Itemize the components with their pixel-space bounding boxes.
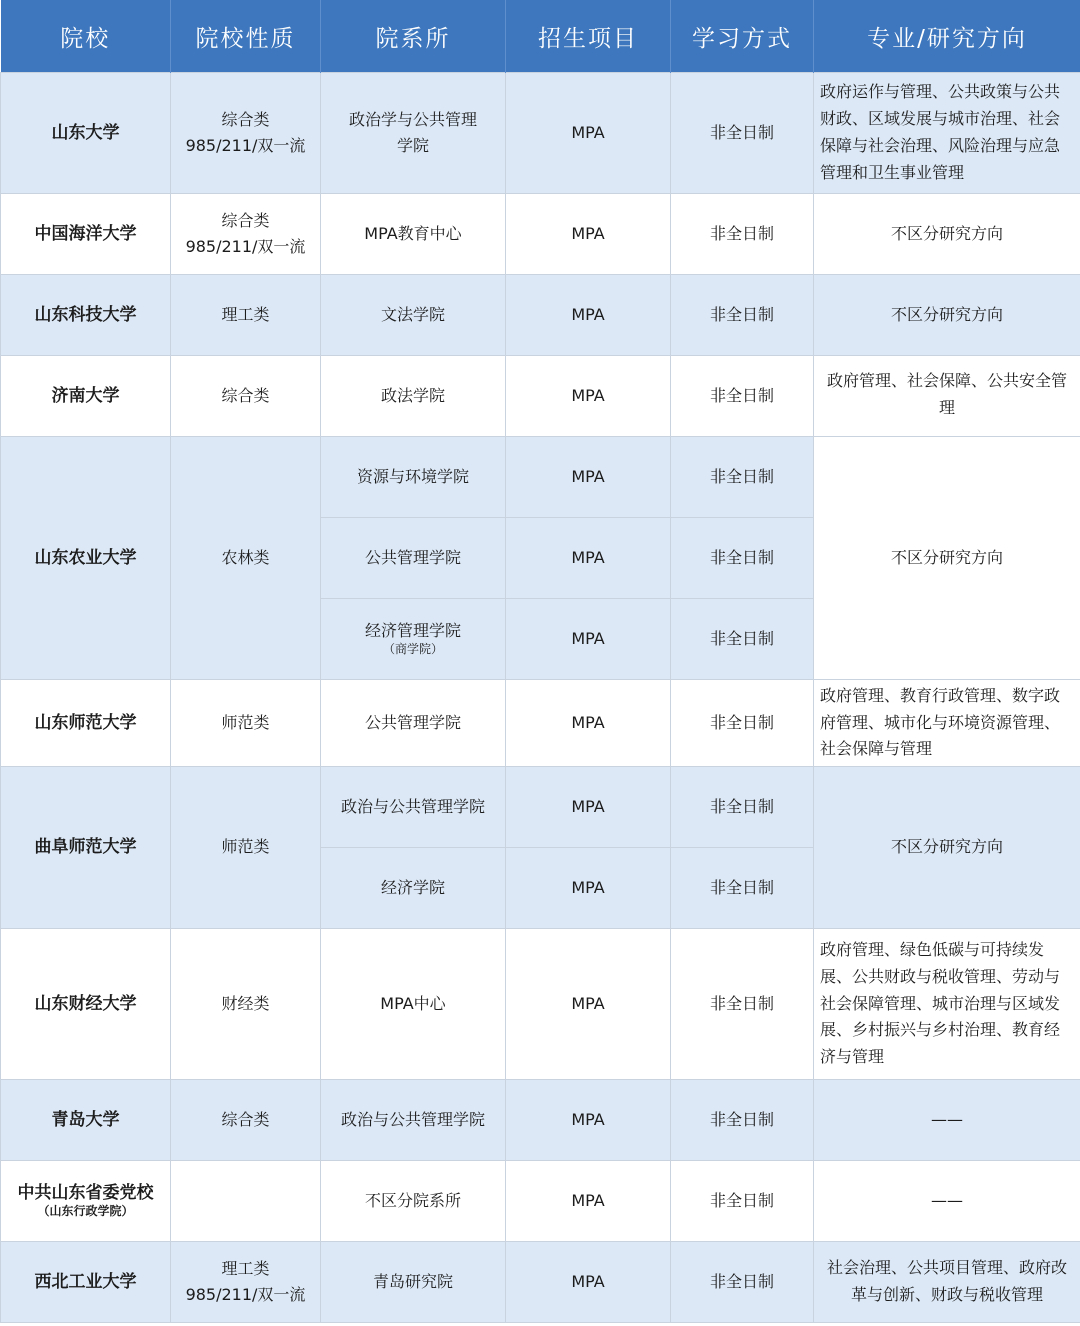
- nature-cell: 理工类 985/211/双一流: [171, 1242, 321, 1323]
- header-program: 招生项目: [506, 0, 671, 73]
- program-cell: MPA: [506, 599, 671, 680]
- direction-cell: ——: [814, 1080, 1080, 1161]
- dept-note: （商学院）: [382, 641, 443, 656]
- program-cell: MPA: [506, 518, 671, 599]
- dept-cell: 政治与公共管理学院: [321, 767, 506, 848]
- table-row: [1, 929, 1080, 1080]
- school-cell: 山东师范大学: [1, 680, 171, 767]
- program-cell: MPA: [506, 767, 671, 848]
- dept-cell: MPA教育中心: [321, 194, 506, 275]
- school-cell: 济南大学: [1, 356, 171, 437]
- direction-cell: 政府运作与管理、公共政策与公共财政、区域发展与城市治理、社会保障与社会治理、风险治理与应急管理和卫生事业管理: [814, 73, 1080, 194]
- direction-cell: 不区分研究方向: [814, 437, 1080, 680]
- header-mode: 学习方式: [671, 0, 814, 73]
- program-cell: MPA: [506, 73, 671, 194]
- nature-cell: 师范类: [171, 767, 321, 929]
- dept-cell: MPA中心: [321, 929, 506, 1080]
- nature-cell: 综合类 985/211/双一流: [171, 73, 321, 194]
- header-school: 院校: [1, 0, 171, 73]
- nature-cell: [171, 1161, 321, 1242]
- school-note: （山东行政学院）: [37, 1204, 134, 1219]
- school-cell: 青岛大学: [1, 1080, 171, 1161]
- program-cell: MPA: [506, 1080, 671, 1161]
- school-cell: [1, 1161, 171, 1242]
- mode-cell: 非全日制: [671, 275, 814, 356]
- dept-cell: 公共管理学院: [321, 680, 506, 767]
- dept-cell: 政法学院: [321, 356, 506, 437]
- program-cell: MPA: [506, 275, 671, 356]
- school-cell: 山东财经大学: [1, 929, 171, 1080]
- dept-cell: 文法学院: [321, 275, 506, 356]
- dept-cell: 公共管理学院: [321, 518, 506, 599]
- direction-cell: 不区分研究方向: [814, 194, 1080, 275]
- nature-cell: 财经类: [171, 929, 321, 1080]
- nature-cell: 理工类: [171, 275, 321, 356]
- program-cell: MPA: [506, 194, 671, 275]
- direction-cell: 政府管理、绿色低碳与可持续发展、公共财政与税收管理、劳动与社会保障管理、城市治理与区域发展、乡村振兴与乡村治理、教育经济与管理: [814, 929, 1080, 1080]
- direction-cell: 不区分研究方向: [814, 767, 1080, 929]
- school-cell: 西北工业大学: [1, 1242, 171, 1323]
- dept-cell: 不区分院系所: [321, 1161, 506, 1242]
- direction-cell: 政府管理、社会保障、公共安全管理: [814, 356, 1080, 437]
- mode-cell: 非全日制: [671, 1080, 814, 1161]
- mode-cell: 非全日制: [671, 929, 814, 1080]
- table-row: [1, 767, 1080, 848]
- nature-cell: 综合类 985/211/双一流: [171, 194, 321, 275]
- mode-cell: 非全日制: [671, 194, 814, 275]
- nature-cell: 综合类: [171, 1080, 321, 1161]
- school-cell: 曲阜师范大学: [1, 767, 171, 929]
- mode-cell: 非全日制: [671, 1161, 814, 1242]
- school-cell: 山东农业大学: [1, 437, 171, 680]
- school-name: 中共山东省委党校: [17, 1183, 154, 1204]
- table-row: [1, 275, 1080, 356]
- table-row: [1, 1242, 1080, 1323]
- mode-cell: 非全日制: [671, 73, 814, 194]
- program-cell: MPA: [506, 680, 671, 767]
- header-direction: 专业/研究方向: [814, 0, 1080, 73]
- mode-cell: 非全日制: [671, 437, 814, 518]
- program-cell: MPA: [506, 848, 671, 929]
- program-cell: MPA: [506, 1161, 671, 1242]
- mode-cell: 非全日制: [671, 848, 814, 929]
- direction-cell: ——: [814, 1161, 1080, 1242]
- mode-cell: 非全日制: [671, 1242, 814, 1323]
- direction-cell: 社会治理、公共项目管理、政府改革与创新、财政与税收管理: [814, 1242, 1080, 1323]
- dept-name: 经济管理学院: [364, 620, 461, 640]
- direction-cell: 不区分研究方向: [814, 275, 1080, 356]
- mode-cell: 非全日制: [671, 356, 814, 437]
- table-row: [1, 437, 1080, 518]
- dept-cell: 政治学与公共管理 学院: [321, 73, 506, 194]
- dept-cell: 政治与公共管理学院: [321, 1080, 506, 1161]
- nature-cell: 师范类: [171, 680, 321, 767]
- nature-cell: 综合类: [171, 356, 321, 437]
- table-row: [1, 680, 1080, 767]
- nature-cell: 农林类: [171, 437, 321, 680]
- direction-cell: 政府管理、教育行政管理、数字政府管理、城市化与环境资源管理、社会保障与管理: [814, 680, 1080, 767]
- program-cell: MPA: [506, 929, 671, 1080]
- program-cell: MPA: [506, 1242, 671, 1323]
- mode-cell: 非全日制: [671, 767, 814, 848]
- mode-cell: 非全日制: [671, 599, 814, 680]
- table-row: [1, 73, 1080, 194]
- table-row: [1, 1080, 1080, 1161]
- school-cell: 山东大学: [1, 73, 171, 194]
- dept-cell: 经济学院: [321, 848, 506, 929]
- dept-cell: 青岛研究院: [321, 1242, 506, 1323]
- dept-cell: [321, 599, 506, 680]
- program-cell: MPA: [506, 356, 671, 437]
- school-cell: 山东科技大学: [1, 275, 171, 356]
- table-row: [1, 1161, 1080, 1242]
- mode-cell: 非全日制: [671, 518, 814, 599]
- header-row: [1, 0, 1080, 73]
- dept-cell: 资源与环境学院: [321, 437, 506, 518]
- header-nature: 院校性质: [171, 0, 321, 73]
- table-row: [1, 356, 1080, 437]
- program-cell: MPA: [506, 437, 671, 518]
- mode-cell: 非全日制: [671, 680, 814, 767]
- header-dept: 院系所: [321, 0, 506, 73]
- table-row: [1, 194, 1080, 275]
- school-cell: 中国海洋大学: [1, 194, 171, 275]
